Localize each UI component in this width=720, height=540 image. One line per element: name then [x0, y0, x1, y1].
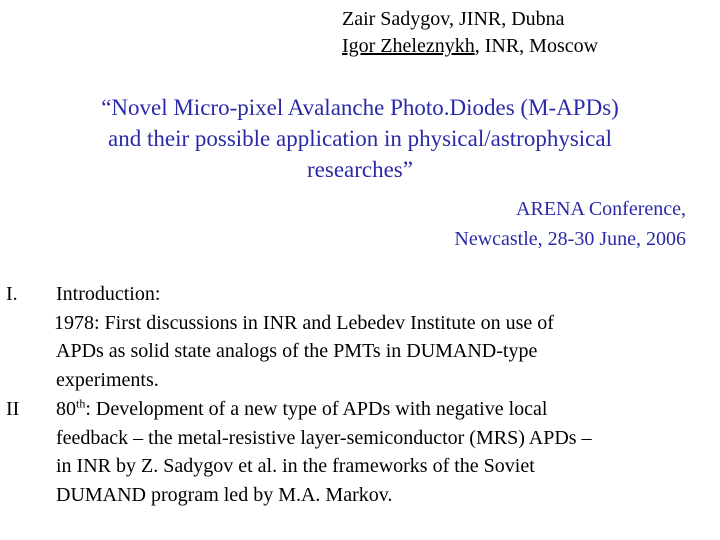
ordinal-suffix: th [76, 396, 86, 411]
section-line: APDs as solid state analogs of the PMTs in DUMAND-type [56, 340, 538, 362]
section-numeral: I. [6, 283, 18, 305]
author-zheleznykh-name: Igor Zheleznykh [342, 35, 475, 57]
talk-title [30, 92, 690, 185]
author-sadygov: Zair Sadygov, JINR, Dubna [342, 8, 565, 30]
conference-name: ARENA Conference, [516, 198, 686, 220]
section-heading: Introduction: [56, 283, 161, 305]
title-line-1: “Novel Micro-pixel Avalanche Photo.Diodes (M-APDs) [101, 95, 619, 120]
conference-place-date: Newcastle, 28-30 June, 2006 [454, 228, 686, 250]
section-introduction [0, 280, 720, 390]
section-line: DUMAND program led by M.A. Markov. [56, 483, 393, 506]
section-line: in INR by Z. Sadygov et al. in the frameworks of the Soviet [56, 455, 535, 477]
section-line [56, 395, 696, 424]
section-line-text: : Development of a new type of APDs with negative local [85, 398, 548, 420]
section-line: feedback – the metal-resistive layer-semiconductor (MRS) APDs – [56, 426, 592, 449]
author-zheleznykh-affiliation: , INR, Moscow [474, 35, 599, 57]
section-numeral: II [6, 398, 20, 420]
conference-info [454, 194, 686, 254]
decade-value: 80 [56, 398, 76, 420]
section-mrs-apd [0, 395, 720, 515]
section-line: experiments. [56, 368, 159, 391]
title-line-2: and their possible application in physical/astrophysical [108, 126, 612, 151]
section-line: 1978: First discussions in INR and Lebedev Institute on use of [54, 311, 554, 334]
section-body [56, 395, 696, 509]
author-zheleznykh [342, 33, 598, 60]
title-line-3: researches” [307, 157, 413, 182]
section-body [56, 280, 696, 394]
authors-block [342, 6, 598, 60]
